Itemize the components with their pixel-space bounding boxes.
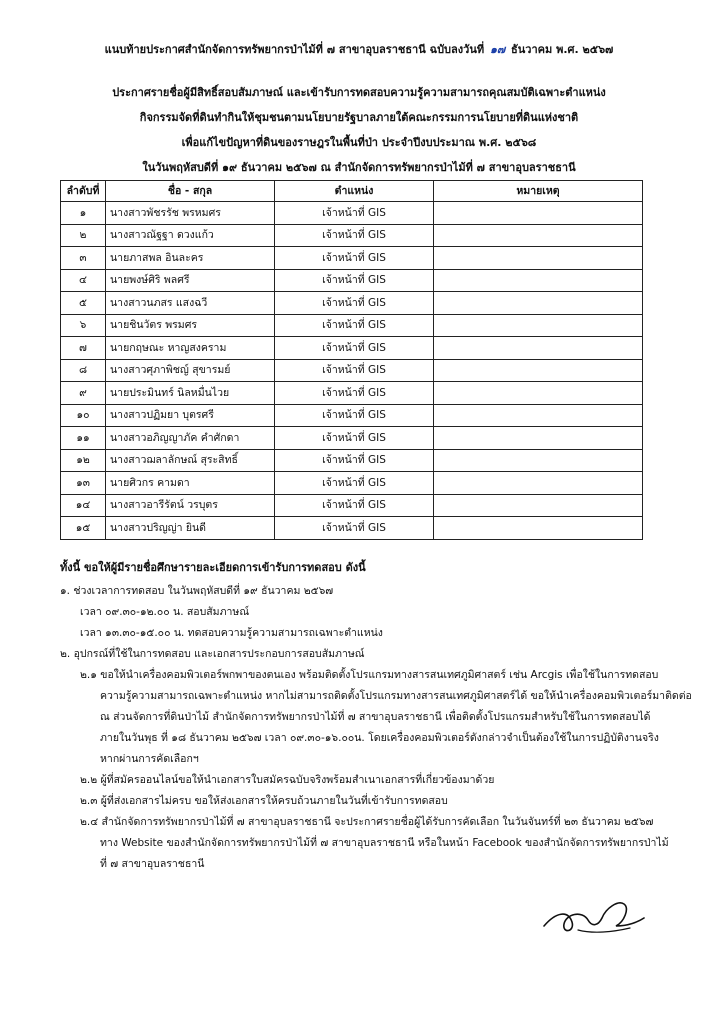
table-body: [61, 202, 643, 540]
row-position: เจ้าหน้าที่ GIS: [275, 472, 434, 495]
row-name: นางสาวศุภาพิชญ์ สุขารมย์: [106, 359, 275, 382]
row-no: ๓: [61, 247, 106, 270]
row-note: [434, 202, 643, 225]
heading-line: ในวันพฤหัสบดีที่ ๑๙ ธันวาคม ๒๕๖๗ ณ สำนักจัดการทรัพยากรป่าไม้ที่ ๗ สาขาอุบลราชธานี: [142, 161, 576, 174]
row-no: ๖: [61, 314, 106, 337]
row-note: [434, 247, 643, 270]
row-name: นายชินวัตร พรมศร: [106, 314, 275, 337]
row-position: เจ้าหน้าที่ GIS: [275, 269, 434, 292]
table-row: [61, 314, 643, 337]
row-position: เจ้าหน้าที่ GIS: [275, 494, 434, 517]
row-note: [434, 404, 643, 427]
row-no: ๘: [61, 359, 106, 382]
details-lines: [60, 581, 700, 875]
row-position: เจ้าหน้าที่ GIS: [275, 517, 434, 540]
row-name: นางสาวปฏิมยา บุตรศรี: [106, 404, 275, 427]
row-no: ๑๕: [61, 517, 106, 540]
table-row: [61, 494, 643, 517]
heading-line: ประกาศรายชื่อผู้มีสิทธิ์สอบสัมภาษณ์ และเข้ารับการทดสอบความรู้ความสามารถคุณสมบัติเฉพาะตำแหน่ง: [112, 86, 606, 99]
row-note: [434, 517, 643, 540]
detail-line: ๒.๔ สำนักจัดการทรัพยากรป่าไม้ที่ ๗ สาขาอุบลราชธานี จะประกาศรายชื่อผู้ได้รับการคัดเลือก ในวันจันทร์ที่ ๒๓ ธันวาคม ๒๕๖๗: [80, 816, 654, 828]
row-name: นางสาวฌลาลักษณ์ สุระสิทธิ์: [106, 449, 275, 472]
row-no: ๑๔: [61, 494, 106, 517]
table-row: [61, 472, 643, 495]
table-row: [61, 269, 643, 292]
details-lead: ทั้งนี้ ขอให้ผู้มีรายชื่อศึกษารายละเอียดการเข้ารับการทดสอบ ดังนี้: [60, 561, 366, 574]
row-position: เจ้าหน้าที่ GIS: [275, 359, 434, 382]
row-position: เจ้าหน้าที่ GIS: [275, 404, 434, 427]
row-name: นางสาวพัชรรัช พรหมศร: [106, 202, 275, 225]
row-name: นางสาวอภิญญาภัค คำศักดา: [106, 427, 275, 450]
header-note: หมายเหตุ: [434, 181, 643, 202]
detail-line: ความรู้ความสามารถเฉพาะตำแหน่ง หากไม่สามารถติดตั้งโปรแกรมทางสารสนเทศภูมิศาสตร์ได้ ขอให้นำเครื่องคอมพิวเตอร์มาติดต่อ: [100, 690, 692, 702]
row-position: เจ้าหน้าที่ GIS: [275, 202, 434, 225]
row-no: ๑๑: [61, 427, 106, 450]
table-row: [61, 449, 643, 472]
detail-line: ณ ส่วนจัดการที่ดินป่าไม้ สำนักจัดการทรัพยากรป่าไม้ที่ ๗ สาขาอุบลราชธานี เพื่อติดตั้งโปรแกรมสำหรับใช้ในการทดสอบได้: [100, 711, 651, 723]
row-position: เจ้าหน้าที่ GIS: [275, 314, 434, 337]
annex-text-before: แนบท้ายประกาศสำนักจัดการทรัพยากรป่าไม้ที่ ๗ สาขาอุบลราชธานี ฉบับลงวันที่: [104, 43, 485, 56]
row-position: เจ้าหน้าที่ GIS: [275, 247, 434, 270]
table-row: [61, 224, 643, 247]
signature-icon: [538, 896, 648, 940]
row-note: [434, 224, 643, 247]
row-position: เจ้าหน้าที่ GIS: [275, 337, 434, 360]
row-name: นายภาสพล อินละคร: [106, 247, 275, 270]
detail-line: ๒.๓ ผู้ที่ส่งเอกสารไม่ครบ ขอให้ส่งเอกสารให้ครบถ้วนภายในวันที่เข้ารับการทดสอบ: [80, 795, 448, 807]
table-row: [61, 404, 643, 427]
row-note: [434, 427, 643, 450]
annex-text-after: ธันวาคม พ.ศ. ๒๕๖๗: [511, 43, 614, 56]
row-name: นางสาวณัฐฐา ดวงแก้ว: [106, 224, 275, 247]
row-note: [434, 359, 643, 382]
detail-line: ๑. ช่วงเวลาการทดสอบ ในวันพฤหัสบดีที่ ๑๙ ธันวาคม ๒๕๖๗: [60, 585, 334, 597]
row-position: เจ้าหน้าที่ GIS: [275, 382, 434, 405]
test-details: [60, 555, 700, 875]
row-note: [434, 337, 643, 360]
header-position: ตำแหน่ง: [275, 181, 434, 202]
table-row: [61, 292, 643, 315]
row-position: เจ้าหน้าที่ GIS: [275, 292, 434, 315]
row-note: [434, 314, 643, 337]
row-name: นายพงษ์ศิริ พลศรี: [106, 269, 275, 292]
row-note: [434, 449, 643, 472]
annex-line: [0, 40, 718, 58]
heading-line: กิจกรรมจัดที่ดินทำกินให้ชุมชนตามนโยบายรัฐบาลภายใต้คณะกรรมการนโยบายที่ดินแห่งชาติ: [139, 111, 579, 124]
detail-line: หากผ่านการคัดเลือกฯ: [100, 753, 199, 765]
detail-line: ที่ ๗ สาขาอุบลราชธานี: [100, 858, 205, 870]
table-row: [61, 202, 643, 225]
row-name: นายศิวกร คามดา: [106, 472, 275, 495]
detail-line: เวลา ๐๙.๓๐-๑๒.๐๐ น. สอบสัมภาษณ์: [80, 606, 250, 618]
row-no: ๔: [61, 269, 106, 292]
row-note: [434, 494, 643, 517]
row-note: [434, 292, 643, 315]
heading-line: เพื่อแก้ไขปัญหาที่ดินของราษฎรในพื้นที่ป่า ประจำปีงบประมาณ พ.ศ. ๒๕๖๘: [181, 136, 537, 149]
table-row: [61, 382, 643, 405]
table-header-row: [61, 181, 643, 202]
row-name: นางสาวนภสร แสงฉวี: [106, 292, 275, 315]
row-name: นางสาวปริญญ่า ยินดี: [106, 517, 275, 540]
table-row: [61, 427, 643, 450]
row-note: [434, 382, 643, 405]
row-name: นางสาวอารีรัตน์ วรบุตร: [106, 494, 275, 517]
candidate-table: [60, 180, 643, 540]
detail-line: ทาง Website ของสำนักจัดการทรัพยากรป่าไม้ที่ ๗ สาขาอุบลราชธานี หรือในหน้า Facebook ของสำนักจัดการทรัพยากรป่าไม้: [100, 837, 669, 849]
row-name: นายกฤษณะ หาญสงคราม: [106, 337, 275, 360]
detail-line: ๒. อุปกรณ์ที่ใช้ในการทดสอบ และเอกสารประกอบการสอบสัมภาษณ์: [60, 648, 365, 660]
row-no: ๑: [61, 202, 106, 225]
row-no: ๑๒: [61, 449, 106, 472]
row-name: นายประมินทร์ นิลหมื่นไวย: [106, 382, 275, 405]
row-no: ๒: [61, 224, 106, 247]
row-note: [434, 472, 643, 495]
row-no: ๑๐: [61, 404, 106, 427]
row-position: เจ้าหน้าที่ GIS: [275, 427, 434, 450]
detail-line: ภายในวันพุธ ที่ ๑๘ ธันวาคม ๒๕๖๗ เวลา ๐๙.๓๐-๑๖.๐๐น. โดยเครื่องคอมพิวเตอร์ดังกล่าวจำเป็นต้องใช้ในการปฏิบัติงานจริง: [100, 732, 659, 744]
row-no: ๑๓: [61, 472, 106, 495]
row-no: ๕: [61, 292, 106, 315]
table-row: [61, 247, 643, 270]
annex-handwritten-day: ๑๗: [489, 43, 506, 56]
table-row: [61, 337, 643, 360]
row-no: ๗: [61, 337, 106, 360]
detail-line: เวลา ๑๓.๓๐-๑๕.๐๐ น. ทดสอบความรู้ความสามารถเฉพาะตำแหน่ง: [80, 627, 383, 639]
detail-line: ๒.๑ ขอให้นำเครื่องคอมพิวเตอร์พกพาของตนเอง พร้อมติดตั้งโปรแกรมทางสารสนเทศภูมิศาสตร์ เช่น Arcgis เพื่อใช้ในการทดสอบ: [80, 669, 659, 681]
detail-line: ๒.๒ ผู้ที่สมัครออนไลน์ขอให้นำเอกสารใบสมัครฉบับจริงพร้อมสำเนาเอกสารที่เกี่ยวข้องมาด้วย: [80, 774, 495, 786]
table-row: [61, 517, 643, 540]
row-position: เจ้าหน้าที่ GIS: [275, 449, 434, 472]
table-row: [61, 359, 643, 382]
announcement-heading: [0, 80, 718, 180]
row-note: [434, 269, 643, 292]
row-position: เจ้าหน้าที่ GIS: [275, 224, 434, 247]
row-no: ๙: [61, 382, 106, 405]
header-no: ลำดับที่: [61, 181, 106, 202]
header-name: ชื่อ - สกุล: [106, 181, 275, 202]
